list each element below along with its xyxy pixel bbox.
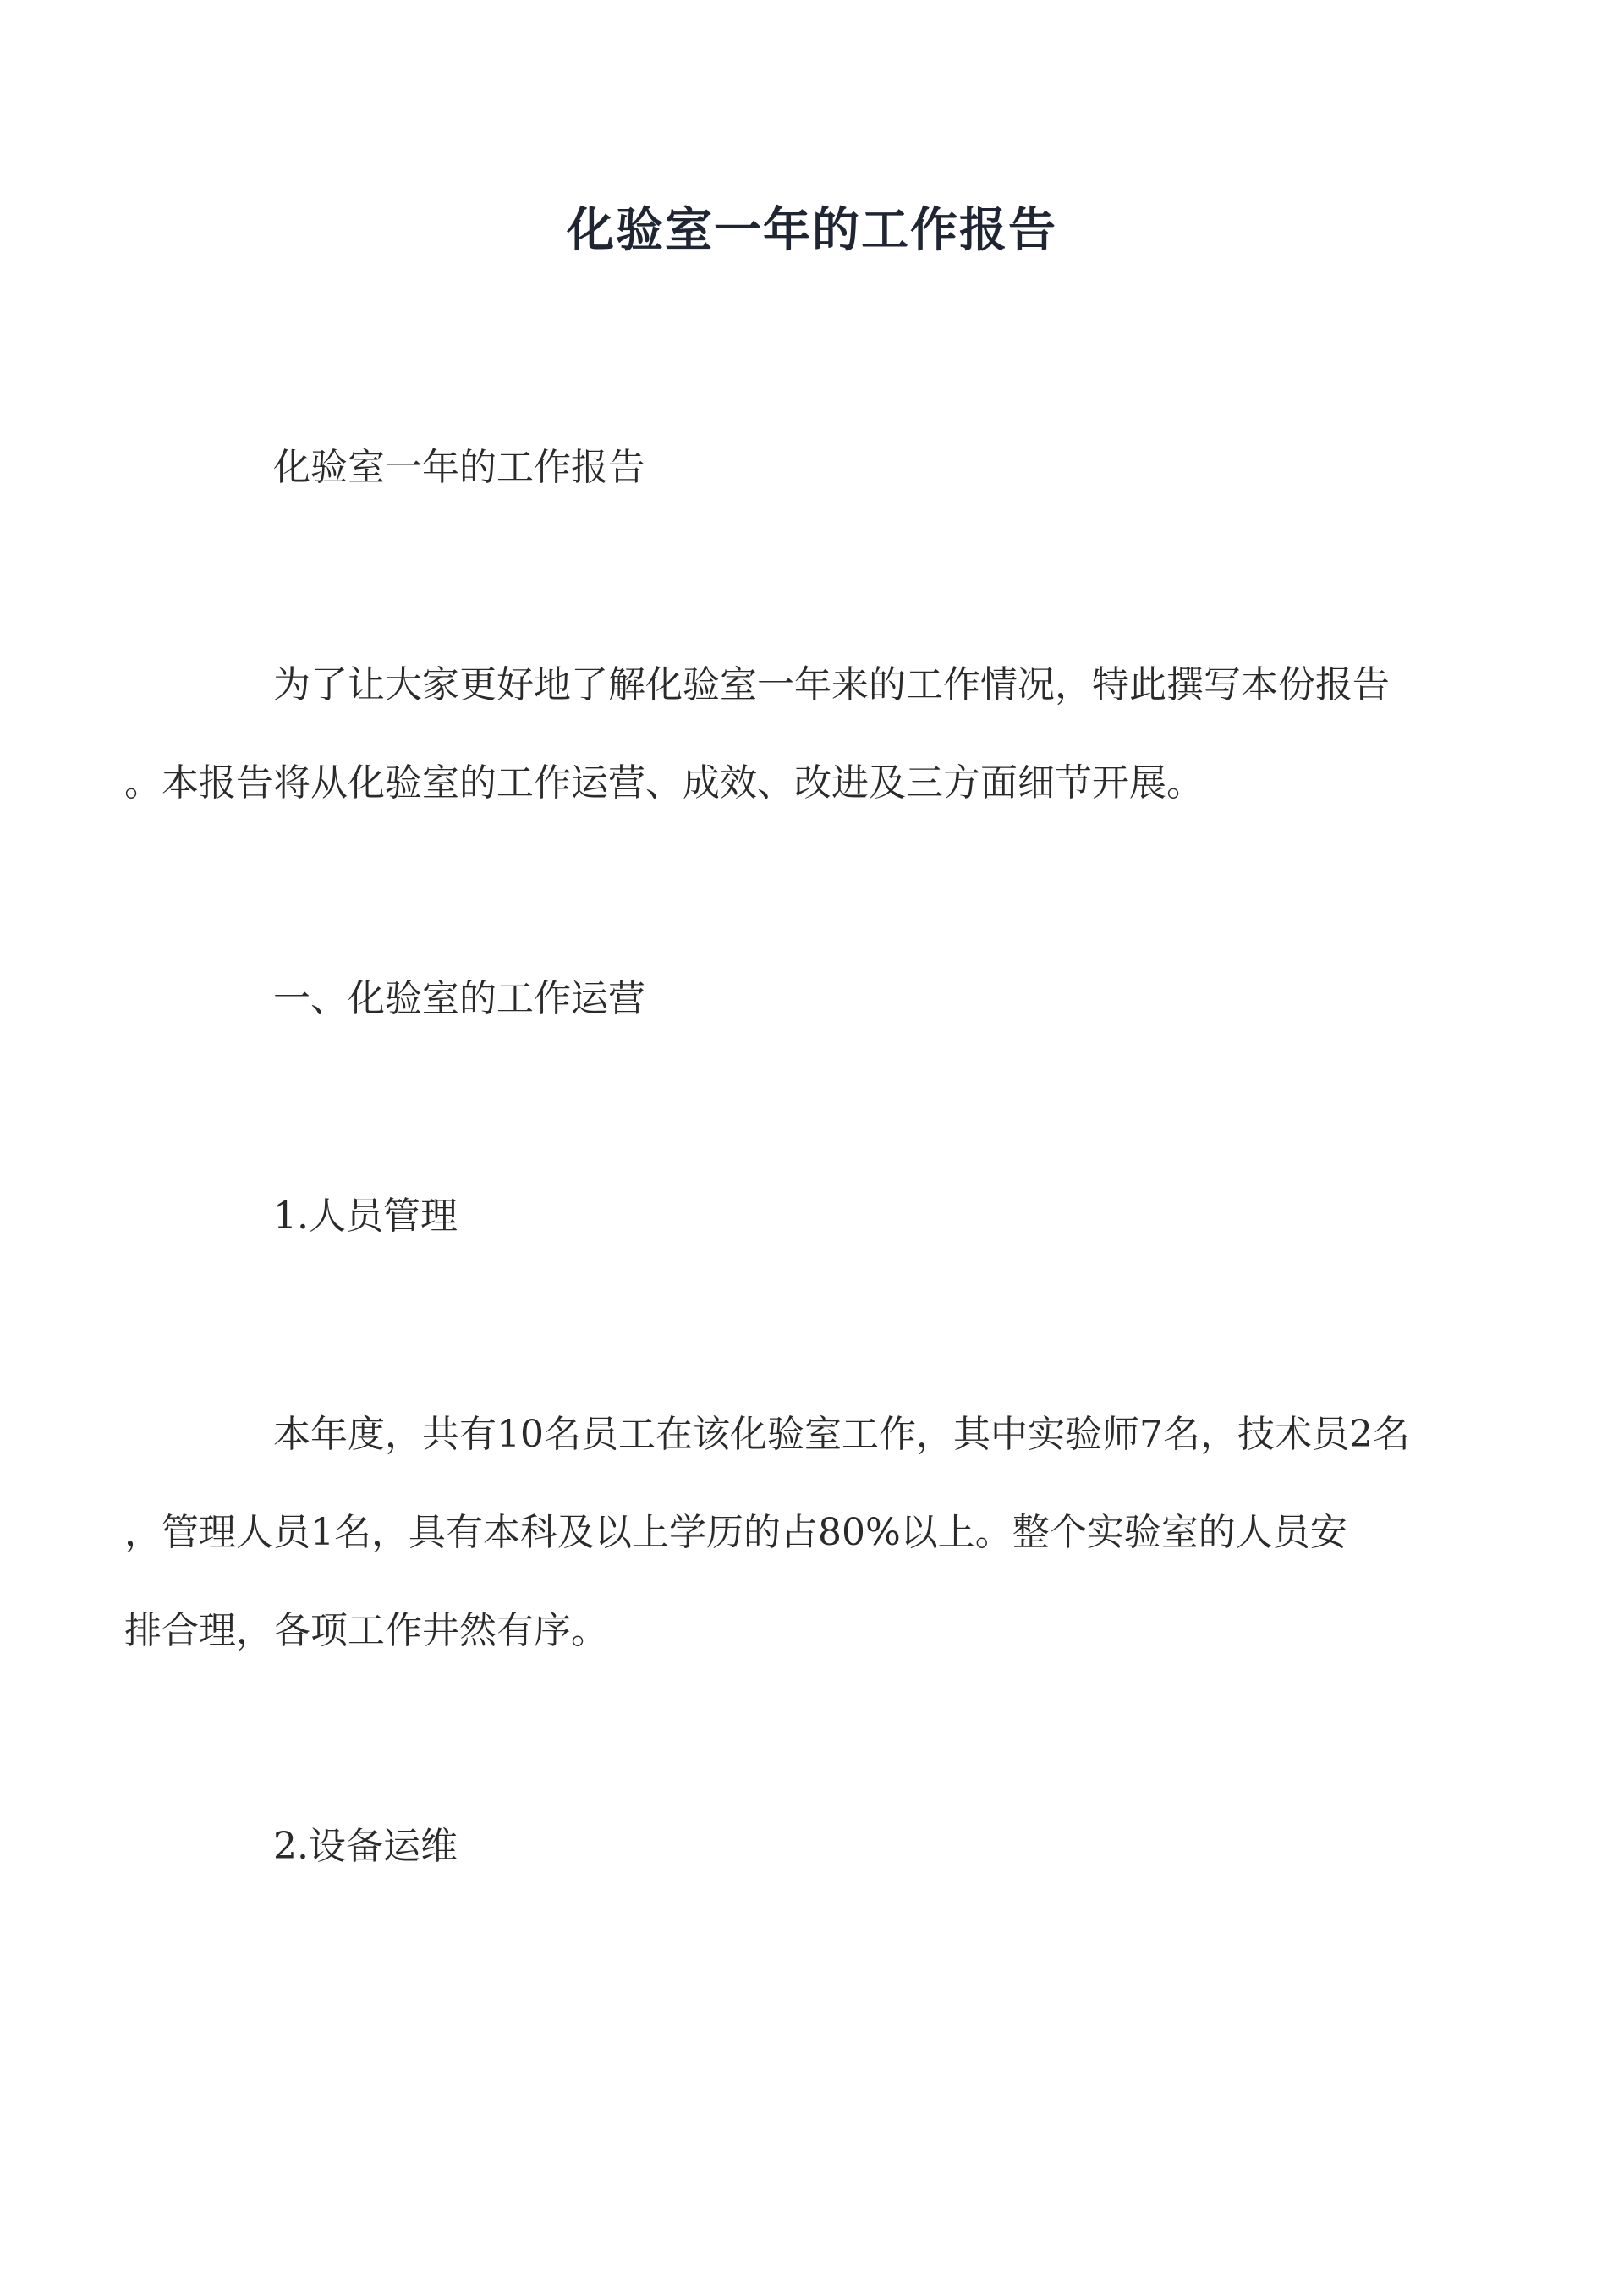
paragraph-line: 本年度，共有10名员工在该化验室工作，其中实验师7名，技术员2名 (273, 1413, 1410, 1456)
paragraph-personnel (124, 1386, 1425, 1680)
paragraph-line: 。本报告将从化验室的工作运营、成效、改进及三方面细节开展。 (124, 761, 1204, 805)
paragraph-line: 为了让大家更好地了解化验室一年来的工作情况，特此撰写本份报告 (273, 663, 1390, 706)
paragraph-line: ，管理人员1名，具有本科及以上学历的占80%以上。整个实验室的人员安 (124, 1511, 1347, 1554)
paragraph-line: 化验室一年的工作报告 (273, 446, 645, 489)
paragraph-subtitle (199, 419, 1425, 517)
document-title: 化验室一年的工作报告 (567, 202, 1057, 258)
subsection-heading-personnel (199, 1167, 1425, 1266)
section-heading-operations (199, 950, 1425, 1048)
section-heading-text: 一、化验室的工作运营 (273, 977, 645, 1020)
subsection-heading-text: 1.人员管理 (273, 1195, 458, 1238)
subsection-heading-equipment (199, 1798, 1425, 1896)
paragraph-line: 排合理，各项工作井然有序。 (124, 1609, 608, 1652)
subsection-heading-text: 2.设备运维 (273, 1825, 458, 1868)
paragraph-intro (124, 636, 1425, 832)
